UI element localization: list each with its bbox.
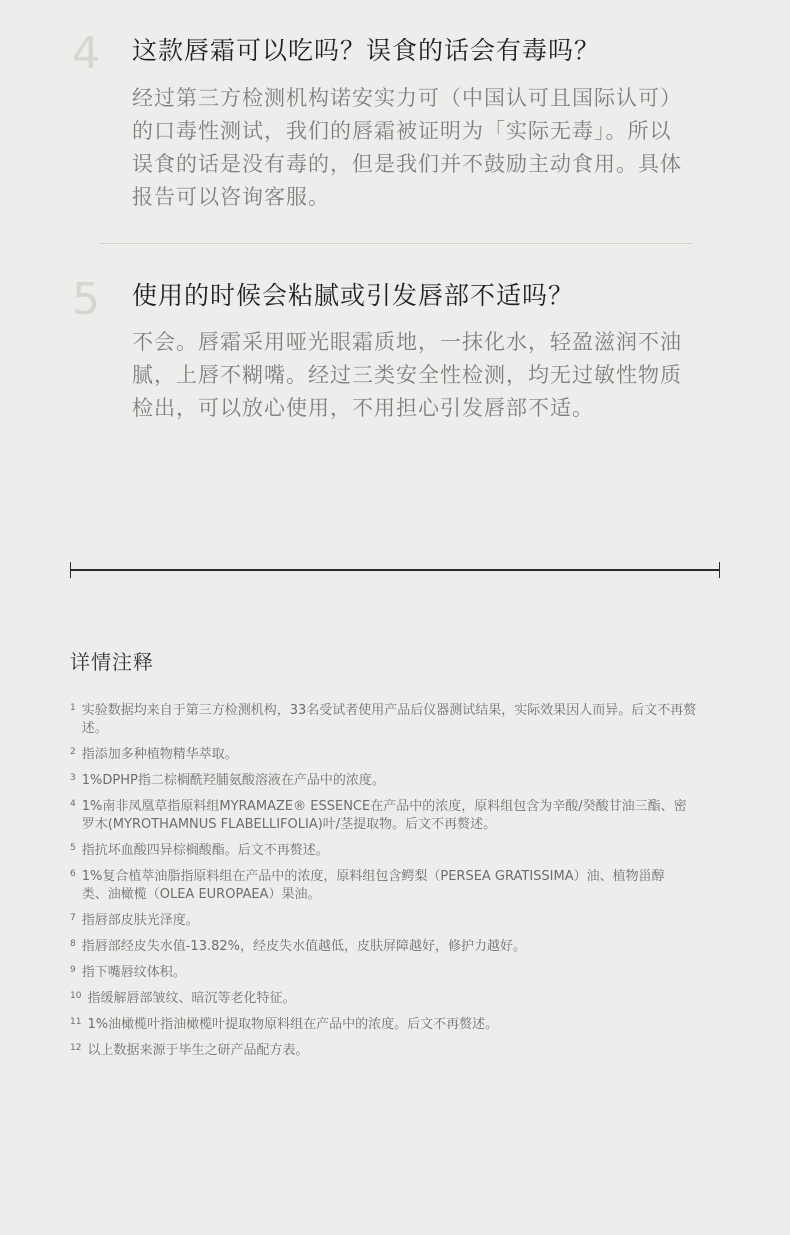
note-line: 指唇部经皮失水值-13.82%，经皮失水值越低，皮肤屏障越好，修护力越好。 [81, 939, 526, 954]
note-mark: 8 [70, 939, 76, 949]
note-line: 述。 [81, 721, 108, 736]
note-mark: 9 [70, 965, 76, 975]
note-item [70, 842, 720, 860]
note-item [70, 938, 720, 956]
faq-number: 5 [72, 274, 100, 325]
note-item [70, 964, 720, 982]
note-item [70, 772, 720, 790]
note-text [87, 1042, 720, 1060]
notes-title: 详情注释 [70, 650, 154, 674]
note-text [82, 798, 720, 834]
faq-answer [132, 326, 692, 425]
note-line: 指添加多种植物精华萃取。 [81, 747, 238, 762]
note-item [70, 912, 720, 930]
faq-question: 使用的时候会粘腻或引发唇部不适吗？ [132, 281, 575, 310]
note-text [87, 990, 720, 1008]
note-line: 1%DPHP指二棕榈酰羟脯氨酸溶液在产品中的浓度。 [81, 773, 385, 788]
note-line: 1%南非凤凰草指原料组MYRAMAZE® ESSENCE在产品中的浓度，原料组包含为辛酸/癸酸甘油三酯、密 [81, 799, 687, 814]
note-mark: 10 [70, 991, 82, 1001]
note-item [70, 746, 720, 764]
note-mark: 1 [70, 703, 76, 713]
note-mark: 2 [70, 747, 76, 757]
note-item [70, 1016, 720, 1034]
note-line: 指下嘴唇纹体积。 [81, 965, 186, 980]
note-mark: 12 [70, 1043, 82, 1053]
note-text [82, 938, 720, 956]
note-line: 1%油橄榄叶指油橄榄叶提取物原料组在产品中的浓度。后文不再赘述。 [87, 1017, 499, 1032]
faq-answer-line: 腻，上唇不糊嘴。经过三类安全性检测，均无过敏性物质 [132, 363, 682, 387]
note-line: 罗木(MYROTHAMNUS FLABELLIFOLIA)叶/茎提取物。后文不再赘述。 [81, 817, 497, 832]
faq-answer-line: 不会。唇霜采用哑光眼霜质地，一抹化水，轻盈滋润不油 [132, 330, 682, 354]
section-divider [100, 243, 692, 244]
note-mark: 5 [70, 843, 76, 853]
note-line: 实验数据均来自于第三方检测机构，33名受试者使用产品后仪器测试结果，实际效果因人而异。后文不再赘 [81, 703, 697, 718]
note-mark: 6 [70, 869, 76, 879]
note-text [82, 912, 720, 930]
note-item [70, 1042, 720, 1060]
note-item [70, 798, 720, 834]
note-text [82, 964, 720, 982]
note-line: 指唇部皮肤光泽度。 [81, 913, 199, 928]
note-mark: 7 [70, 913, 76, 923]
faq-answer-line: 报告可以咨询客服。 [132, 185, 330, 209]
faq-answer-line: 检出，可以放心使用，不用担心引发唇部不适。 [132, 396, 594, 420]
note-line: 指抗坏血酸四异棕榈酸酯。后文不再赘述。 [81, 843, 329, 858]
faq-number: 4 [72, 28, 100, 79]
note-line: 类、油橄榄（OLEA EUROPAEA）果油。 [81, 887, 321, 902]
note-item [70, 702, 720, 738]
note-item [70, 990, 720, 1008]
note-mark: 3 [70, 773, 76, 783]
note-text [82, 746, 720, 764]
faq-question: 这款唇霜可以吃吗？误食的话会有毒吗？ [132, 36, 601, 65]
note-mark: 11 [70, 1017, 82, 1027]
note-text [87, 1016, 720, 1034]
note-text [82, 842, 720, 860]
notes-list [70, 702, 720, 1068]
note-mark: 4 [70, 799, 76, 809]
note-text [82, 772, 720, 790]
note-line: 指缓解唇部皱纹、暗沉等老化特征。 [87, 991, 296, 1006]
note-text [82, 702, 720, 738]
note-line: 以上数据来源于毕生之研产品配方表。 [87, 1043, 309, 1058]
note-text [82, 868, 720, 904]
faq-answer [132, 82, 692, 214]
faq-answer-line: 误食的话是没有毒的，但是我们并不鼓励主动食用。具体 [132, 152, 682, 176]
faq-answer-line: 经过第三方检测机构诺安实力可（中国认可且国际认可） [132, 86, 682, 110]
note-line: 1%复合植萃油脂指原料组在产品中的浓度，原料组包含鳄梨（PERSEA GRATISSIMA）油、植物甾醇 [81, 869, 665, 884]
notes-divider [70, 569, 720, 571]
faq-answer-line: 的口毒性测试，我们的唇霜被证明为「实际无毒」。所以 [132, 119, 672, 143]
note-item [70, 868, 720, 904]
